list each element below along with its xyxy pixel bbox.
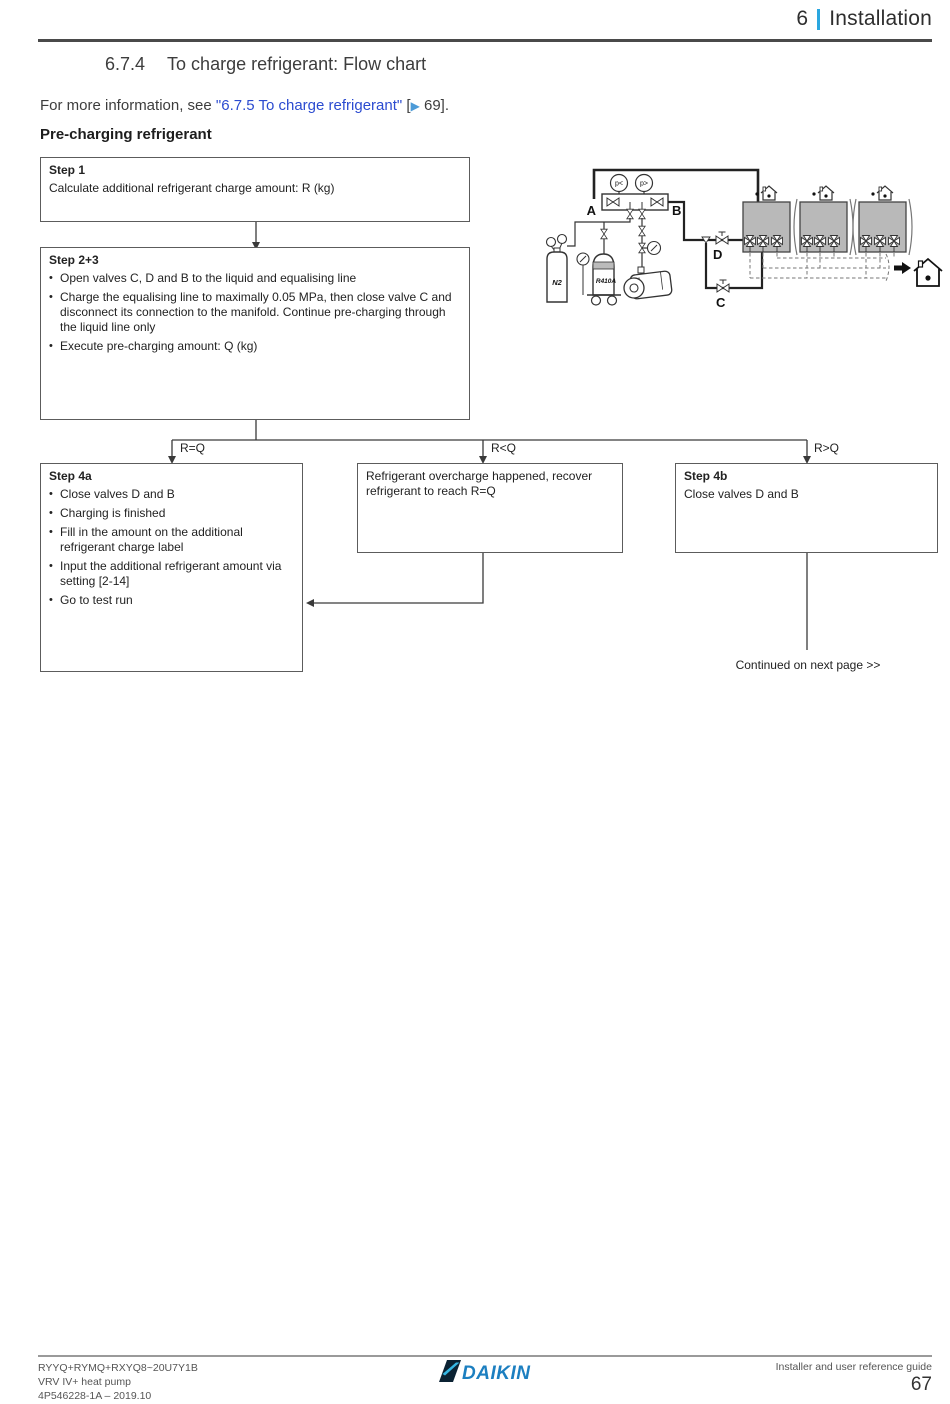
cross-reference-link[interactable]: "6.7.5 To charge refrigerant": [215, 97, 403, 114]
step23-title: Step 2+3: [49, 253, 99, 267]
flowchart-box-step23: [40, 247, 470, 420]
step23-bullet-3: • Execute pre-charging amount: Q (kg): [49, 339, 258, 353]
branch-label-rgtq: R>Q: [814, 441, 840, 455]
chapter-number: 6: [796, 7, 809, 30]
chapter-divider-bar: [817, 9, 820, 30]
bullet-icon: •: [49, 526, 53, 538]
step4b-title: Step 4b: [684, 469, 728, 483]
flowchart-box-step4b: [675, 463, 938, 553]
r410a-cylinder: [577, 253, 621, 305]
header-rule: [38, 39, 932, 42]
outdoor-units: [743, 186, 912, 255]
flowchart-box-step1: [40, 157, 470, 222]
continued-note: Continued on next page >>: [735, 658, 881, 672]
section-number: 6.7.4: [105, 54, 146, 74]
gauge-high-label: p>: [640, 180, 648, 188]
flowchart-box-overcharge: [357, 463, 623, 553]
branch-label-req: R=Q: [180, 441, 206, 455]
outdoor-unit-2: [794, 186, 853, 255]
valve-d: [713, 232, 728, 262]
ref-open: [: [402, 97, 411, 114]
to-indoor-arrow-icon: [894, 262, 911, 274]
section-title: [105, 54, 426, 75]
footer-left: [38, 1361, 198, 1403]
pump-gauge-icon: [648, 242, 661, 255]
valve-c: [716, 280, 729, 310]
bullet-icon: •: [49, 272, 53, 284]
indoor-house-icon: [914, 259, 942, 286]
manifold-label-b: B: [672, 203, 682, 218]
subheading: Pre-charging refrigerant: [40, 126, 212, 143]
daikin-logo: [437, 1358, 553, 1386]
daikin-logo-text: DAIKIN: [462, 1363, 531, 1384]
step4a-bullet-1: • Close valves D and B: [49, 487, 175, 501]
manifold-label-a: A: [586, 203, 596, 218]
chapter-title: Installation: [829, 7, 932, 30]
footer-product: VRV IV+ heat pump: [38, 1376, 131, 1388]
piping-diagram: [530, 155, 950, 320]
footer-right: [776, 1361, 932, 1396]
n2-cylinder: [547, 235, 568, 303]
gauge-manifold: [587, 175, 682, 219]
step4a-bullet-5: • Go to test run: [49, 593, 133, 607]
ref-arrow-icon: ▶: [410, 99, 420, 113]
outdoor-unit-3: [853, 186, 912, 255]
footer-model: RYYQ+RYMQ+RXYQ8~20U7Y1B: [38, 1362, 198, 1374]
valve-c-label: C: [716, 295, 726, 310]
flowchart-box-step4a: [40, 463, 303, 672]
bullet-icon: •: [49, 594, 53, 606]
vacuum-pump: [624, 267, 672, 299]
step1-body: Calculate additional refrigerant charge amount: R (kg): [49, 181, 335, 195]
bullet-icon: •: [49, 488, 53, 500]
ref-page: 69].: [419, 97, 449, 114]
intro-text: For more information, see: [40, 97, 216, 114]
footer-page-number: 67: [910, 1374, 932, 1395]
valve-d-label: D: [713, 247, 723, 262]
step4a-bullet-3: • Fill in the amount on the additional refrigerant charge label: [49, 525, 243, 554]
step4b-body: Close valves D and B: [684, 487, 799, 501]
step4a-bullet-4: • Input the additional refrigerant amount via setting [2-14]: [49, 559, 282, 588]
n2-label: N2: [552, 278, 562, 287]
step23-bullet-2: • Charge the equalising line to maximally 0.05 MPa, then close valve C and disconnect its connection to the manifold. Continue pre-charging through the liquid line only: [49, 290, 452, 334]
gauge-low-label: p<: [615, 180, 623, 188]
bullet-icon: •: [49, 560, 53, 572]
bullet-icon: •: [49, 291, 53, 303]
step23-bullet-1: • Open valves C, D and B to the liquid and equalising line: [49, 271, 357, 285]
outdoor-unit-1: [743, 186, 790, 252]
footer-doc-code: 4P546228-1A – 2019.10: [38, 1390, 152, 1402]
intro-paragraph: [40, 97, 449, 114]
footer-rule: [38, 1355, 932, 1357]
section-heading: To charge refrigerant: Flow chart: [167, 54, 427, 74]
step1-title: Step 1: [49, 163, 86, 177]
step4a-title: Step 4a: [49, 469, 92, 483]
branch-label-rltq: R<Q: [491, 441, 517, 455]
step4a-bullet-2: • Charging is finished: [49, 506, 166, 520]
r410a-label: R410A: [595, 278, 617, 285]
footer-guide-name: Installer and user reference guide: [775, 1361, 932, 1373]
chapter-header: [796, 7, 932, 31]
overcharge-body: Refrigerant overcharge happened, recover refrigerant to reach R=Q: [366, 469, 593, 498]
bullet-icon: •: [49, 507, 53, 519]
bullet-icon: •: [49, 340, 53, 352]
